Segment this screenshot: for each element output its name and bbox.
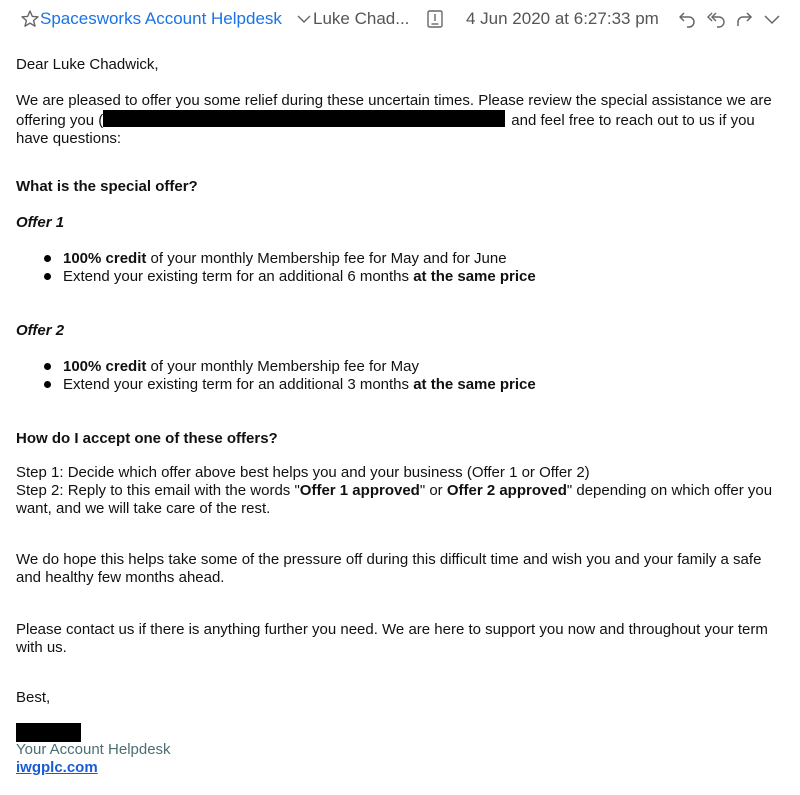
step-2: Step 2: Reply to this email with the words "Offer 1 approved" or Offer 2 approved" depending on which offer you want, and we will take care of the rest. (16, 482, 773, 517)
recipient-name[interactable]: Luke Chad... (313, 9, 410, 28)
list-item: Extend your existing term for an additional 3 months at the same price (16, 376, 786, 394)
step-1: Step 1: Decide which offer above best helps you and your business (Offer 1 or Offer 2) (16, 464, 590, 481)
forward-icon[interactable] (734, 9, 754, 29)
contact-paragraph: Please contact us if there is anything further you need. We are here to support you now and throughout your term with us. (16, 621, 768, 656)
intro-text-2: and feel free to reach out to us if you have questions: (16, 112, 755, 147)
attachment-icon[interactable] (426, 9, 444, 29)
list-item: Extend your existing term for an additional 6 months at the same price (16, 268, 786, 286)
list-item: 100% credit of your monthly Membership fee for May and for June (16, 250, 786, 268)
heading-accept-offer: How do I accept one of these offers? (16, 430, 278, 447)
redacted-signature (16, 723, 81, 742)
reply-icon[interactable] (677, 9, 697, 29)
offer-1-title: Offer 1 (16, 214, 65, 231)
list-item: 100% credit of your monthly Membership fee for May (16, 358, 786, 376)
heading-special-offer: What is the special offer? (16, 178, 198, 195)
message-header (0, 0, 800, 38)
more-chevron-icon[interactable] (762, 9, 782, 29)
hope-paragraph: We do hope this helps take some of the pressure off during this difficult time and wish you and your family a safe and healthy few months ahead. (16, 551, 762, 586)
intro-paragraph (16, 92, 786, 148)
sender-name[interactable]: Spacesworks Account Helpdesk (40, 9, 282, 28)
reply-all-icon[interactable] (706, 9, 726, 29)
intro-text-1: We are pleased to offer you some relief during these uncertain times. Please review the special assistance we are offering you ( (16, 92, 772, 129)
offer-2-title: Offer 2 (16, 322, 65, 339)
website-link[interactable]: iwgplc.com (16, 759, 98, 776)
signature-link-line (16, 759, 786, 777)
redacted-block (103, 110, 505, 127)
offer-2-list (16, 358, 786, 394)
chevron-down-icon[interactable] (297, 12, 311, 26)
message-date: 4 Jun 2020 at 6:27:33 pm (466, 9, 659, 28)
star-icon[interactable] (20, 9, 40, 29)
signature-team: Your Account Helpdesk (16, 741, 171, 758)
signoff: Best, (16, 689, 51, 706)
greeting: Dear Luke Chadwick, (16, 56, 159, 73)
offer-1-list (16, 250, 786, 286)
